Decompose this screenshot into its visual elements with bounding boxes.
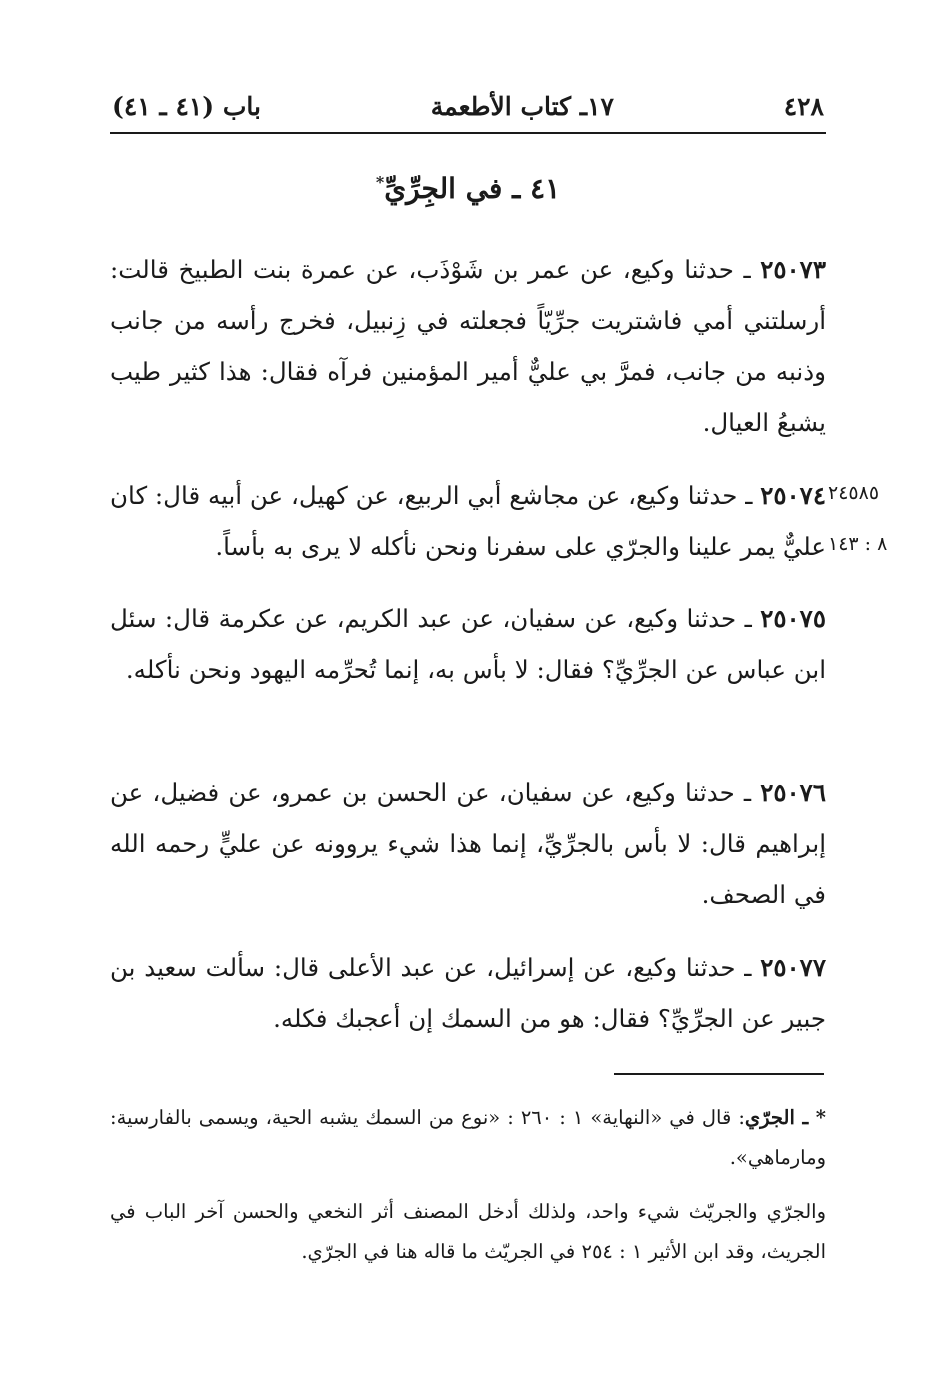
- hadith-text: ـ حدثنا وكيع، عن مجاشع أبي الربيع، عن كهيل، عن أبيه قال: كان عليٌّ يمر علينا والجرّي على سفرنا ونحن نأكله لا يرى به بأساً.: [110, 481, 826, 561]
- margin-reference: ٢٤٥٨٥: [828, 482, 880, 504]
- hadith-25074: [110, 470, 826, 572]
- chapter-title: ٤١ ـ في الجِرِّيِّ: [384, 172, 561, 205]
- footnote-text: : قال في «النهاية» ١ : ٢٦٠ : «نوع من السمك يشبه الحية، ويسمى بالفارسية: ومارماهي».: [110, 1106, 826, 1169]
- chapter-range: باب (٤١ ـ ٤١): [112, 91, 261, 121]
- hadith-25075: [110, 593, 826, 695]
- header-rule: [110, 132, 826, 134]
- hadith-number: ٢٥٠٧٥: [760, 604, 826, 633]
- footnote-marker: *: [375, 172, 385, 192]
- hadith-number: ٢٥٠٧٦: [760, 778, 826, 807]
- footnote-2: [110, 1192, 826, 1272]
- hadith-25077: [110, 942, 826, 1044]
- footnote-1: [110, 1098, 826, 1178]
- margin-reference: ٨ : ١٤٣: [828, 533, 888, 555]
- hadith-text: ـ حدثنا وكيع، عن سفيان، عن عبد الكريم، عن عكرمة قال: سئل ابن عباس عن الجرِّيِّ؟ فقال: لا بأس به، إنما تُحرِّمه اليهود ونحن نأكله.: [110, 604, 826, 684]
- hadith-25076: [110, 767, 826, 920]
- hadith-25073: [110, 244, 826, 448]
- book-title: ١٧ـ كتاب الأطعمة: [430, 91, 614, 121]
- chapter-heading: [110, 172, 826, 205]
- hadith-text: ـ حدثنا وكيع، عن سفيان، عن الحسن بن عمرو، عن فضيل، عن إبراهيم قال: لا بأس بالجرِّيِّ، إنما هذا شيء يروونه عن عليٍّ رحمه الله في الصحف.: [110, 778, 826, 909]
- hadith-number: ٢٥٠٧٧: [760, 953, 826, 982]
- footnote-marker: *: [815, 1106, 826, 1129]
- running-header: [112, 88, 824, 124]
- hadith-text: ـ حدثنا وكيع، عن إسرائيل، عن عبد الأعلى قال: سألت سعيد بن جبير عن الجرِّيِّ؟ فقال: هو من السمك إن أعجبك فكله.: [110, 953, 826, 1033]
- hadith-number: ٢٥٠٧٣: [760, 255, 826, 284]
- hadith-text: ـ حدثنا وكيع، عن عمر بن شَوْذَب، عن عمرة بنت الطبيخ قالت: أرسلتني أمي فاشتريت جرِّيّاً فجعلته في زِنبيل، فخرج رأسه من جانب وذنبه من جانب، فمرَّ بي عليٌّ أمير المؤمنين فرآه فقال: هذا كثير طيب يشبعُ العيال.: [110, 255, 826, 437]
- page-number: ٤٢٨: [783, 91, 824, 121]
- hadith-number: ٢٥٠٧٤: [760, 481, 826, 510]
- footnote-headword: ـ الجرّي: [744, 1106, 816, 1129]
- footnote-text: والجرّي والجريّث شيء واحد، ولذلك أدخل المصنف أثر النخعي والحسن آخر الباب في الجريث، وقد ابن الأثير ١ : ٢٥٤ في الجريّث ما قاله هنا في الجرّي.: [110, 1200, 826, 1263]
- footnote-rule: [614, 1073, 824, 1075]
